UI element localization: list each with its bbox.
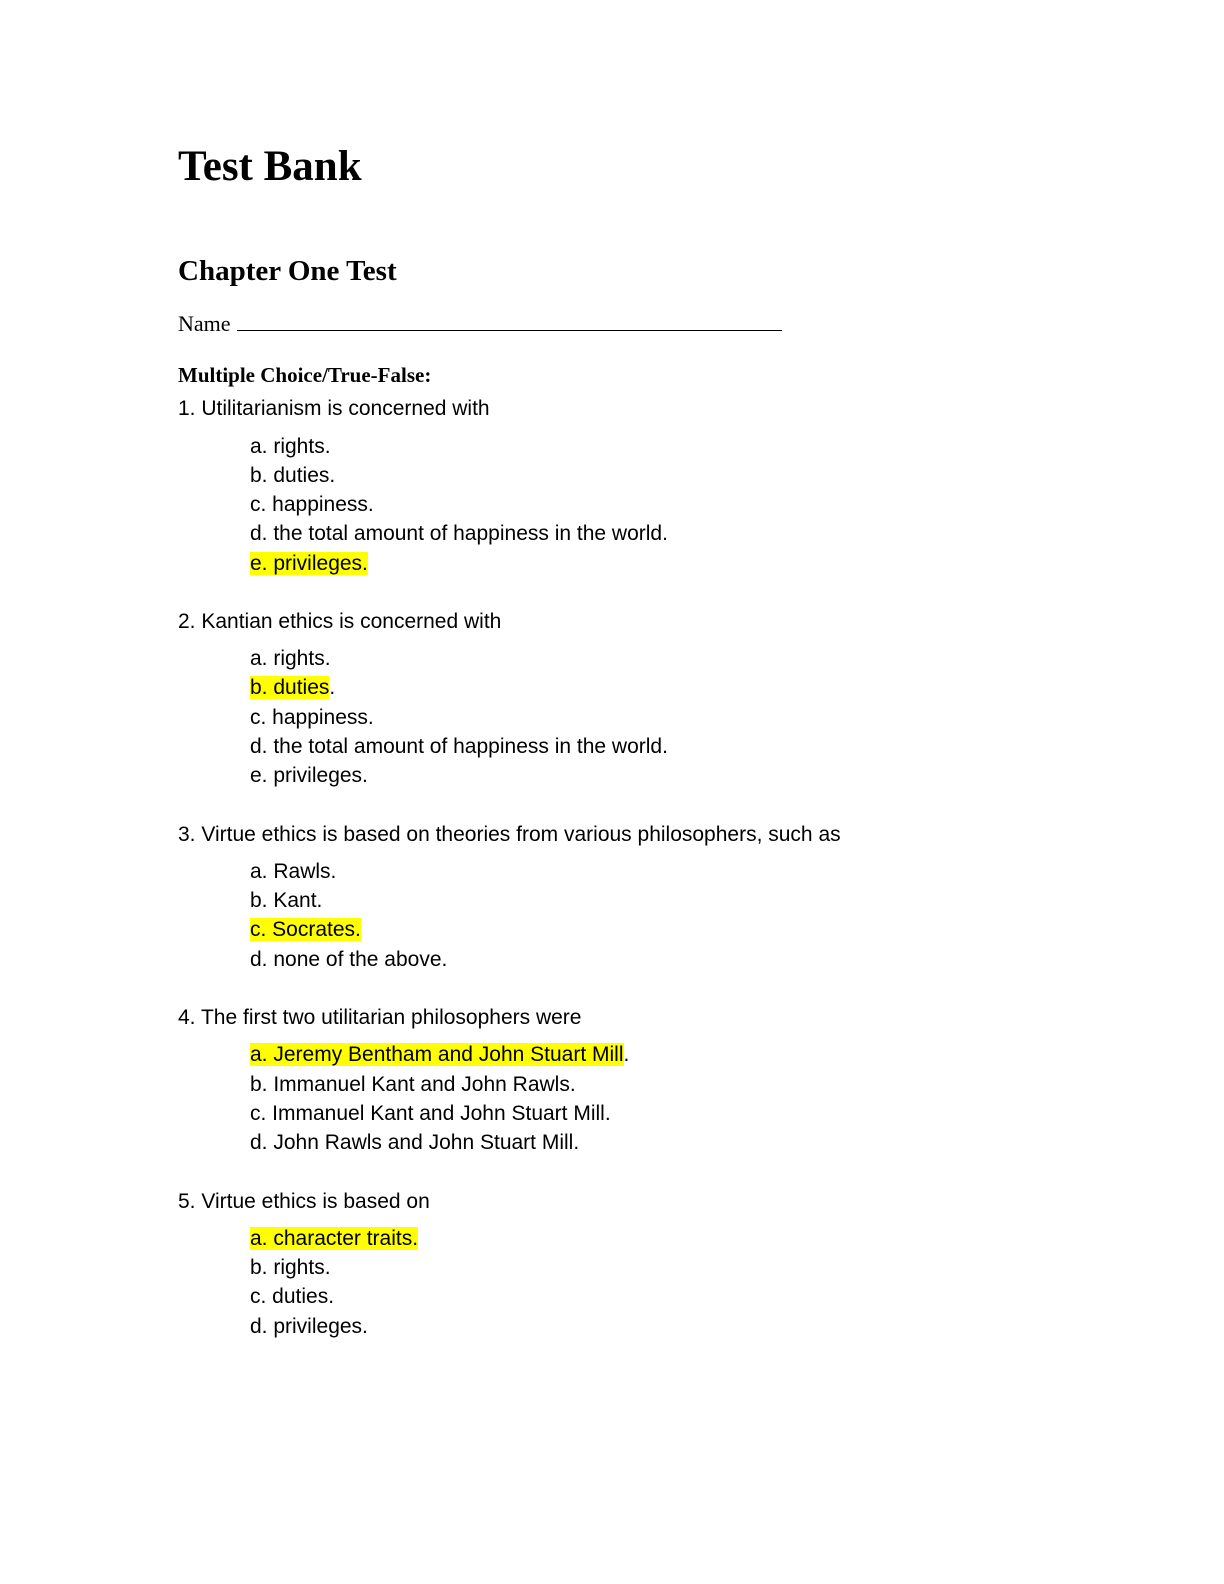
question-4-option-b: b. Immanuel Kant and John Rawls. bbox=[250, 1073, 576, 1096]
question-5-stem: 5. Virtue ethics is based on bbox=[178, 1190, 430, 1213]
section-heading: Multiple Choice/True-False: bbox=[178, 363, 432, 387]
question-1-stem: 1. Utilitarianism is concerned with bbox=[178, 397, 490, 420]
question-1-option-b: b. duties. bbox=[250, 464, 336, 487]
question-4-option-d: d. John Rawls and John Stuart Mill. bbox=[250, 1131, 580, 1154]
name-field-row bbox=[178, 308, 782, 338]
question-2-option-d: d. the total amount of happiness in the world. bbox=[250, 735, 668, 758]
question-3-stem: 3. Virtue ethics is based on theories from various philosophers, such as bbox=[178, 823, 841, 846]
question-3-option-d: d. none of the above. bbox=[250, 948, 448, 971]
question-2-option-b: b. duties. bbox=[250, 676, 336, 699]
question-2-option-e: e. privileges. bbox=[250, 764, 368, 787]
page-title: Test Bank bbox=[178, 143, 362, 190]
chapter-title: Chapter One Test bbox=[178, 255, 397, 287]
question-4-option-a: a. Jeremy Bentham and John Stuart Mill. bbox=[250, 1043, 630, 1066]
question-1-option-a: a. rights. bbox=[250, 435, 331, 458]
question-2-option-c: c. happiness. bbox=[250, 706, 374, 729]
question-2-stem: 2. Kantian ethics is concerned with bbox=[178, 610, 502, 633]
question-5-option-b: b. rights. bbox=[250, 1256, 331, 1279]
name-label: Name bbox=[178, 311, 231, 336]
question-5-option-d: d. privileges. bbox=[250, 1315, 368, 1338]
question-1-option-e: e. privileges. bbox=[250, 552, 368, 575]
question-4-option-c: c. Immanuel Kant and John Stuart Mill. bbox=[250, 1102, 611, 1125]
question-1-option-c: c. happiness. bbox=[250, 493, 374, 516]
question-5-option-a: a. character traits. bbox=[250, 1227, 419, 1250]
question-2-option-a: a. rights. bbox=[250, 647, 331, 670]
question-3-option-c: c. Socrates. bbox=[250, 918, 361, 941]
question-5-option-c: c. duties. bbox=[250, 1285, 335, 1308]
question-3-option-a: a. Rawls. bbox=[250, 860, 337, 883]
question-1-option-d: d. the total amount of happiness in the world. bbox=[250, 522, 668, 545]
question-3-option-b: b. Kant. bbox=[250, 889, 323, 912]
name-blank-line bbox=[237, 308, 782, 331]
question-4-stem: 4. The first two utilitarian philosophers were bbox=[178, 1006, 582, 1029]
